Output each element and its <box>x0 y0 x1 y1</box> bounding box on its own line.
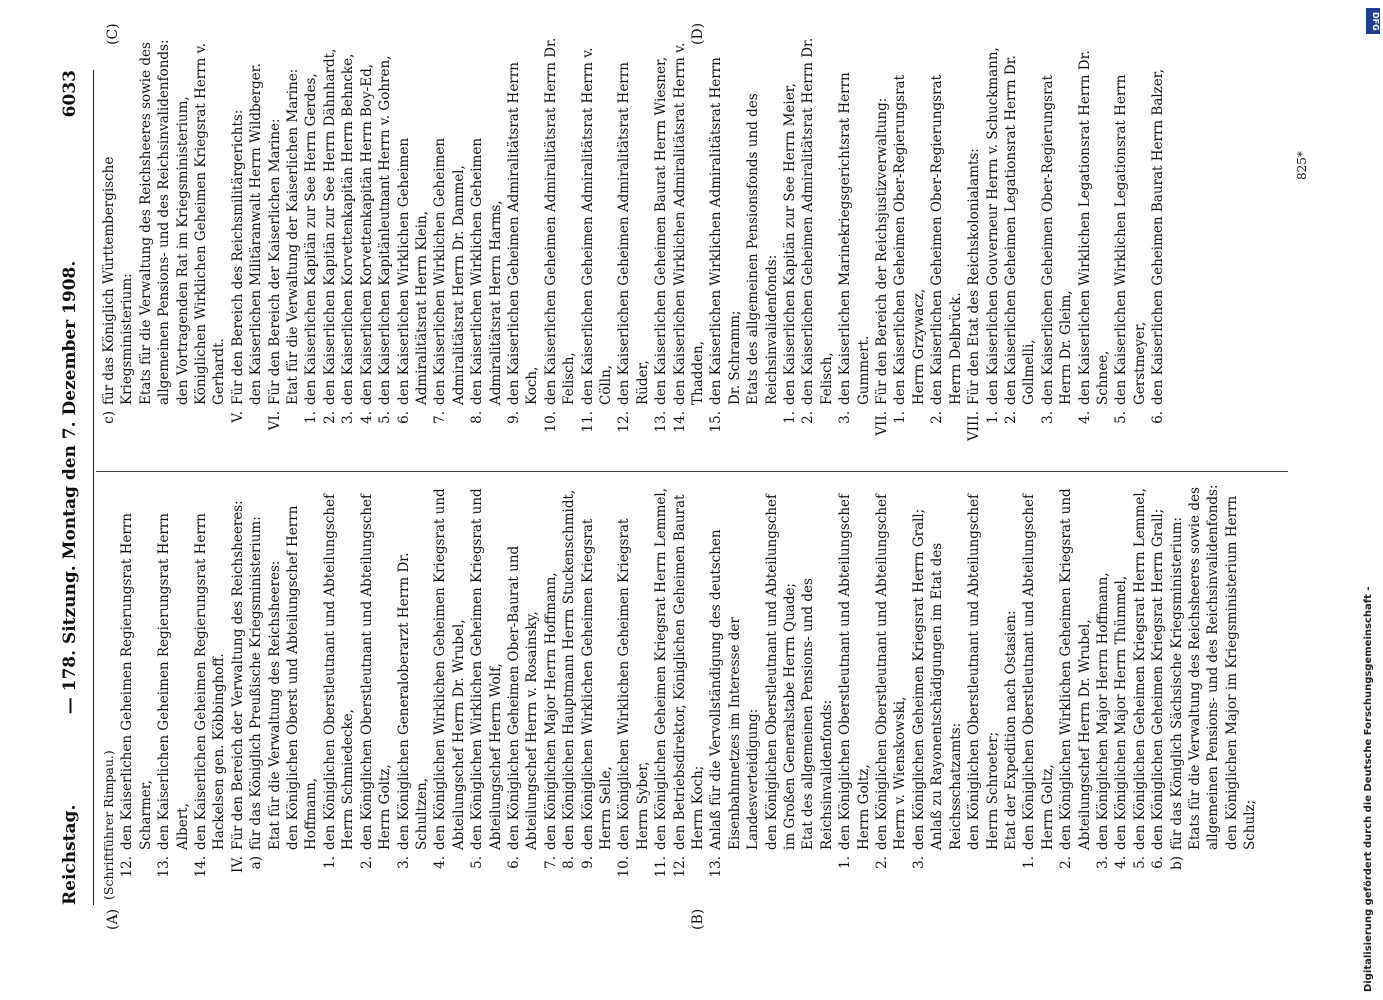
entry-text: den Königlichen Geheimen Kriegsrat Herrn Lemmel, <box>1131 488 1148 850</box>
entry-line <box>799 482 836 900</box>
entry-line <box>873 482 910 900</box>
entry-text: den Königlichen Oberstleutnant und Abteilungschef Herrn Schroeter; <box>966 493 1001 850</box>
entry-text: für das Königlich Württembergische Kriegsministerium: <box>101 156 136 405</box>
entry-text: den Kaiserlichen Korvettenkapitän Herrn Boy-Ed, <box>358 63 375 405</box>
entry-number <box>928 850 965 900</box>
margin-mark-d: (D) <box>690 22 706 45</box>
entry-number: 2. <box>1002 411 1019 424</box>
entry-line <box>358 37 376 455</box>
entry-line <box>1112 482 1130 900</box>
header-left: Reichstag. <box>60 804 80 905</box>
entry-line <box>579 37 616 455</box>
credit-text: Digitalisierung gefördert durch die Deutsche Forschungsgemeinschaft - <box>1363 586 1374 992</box>
entry-number: 12. <box>671 856 688 878</box>
entry-text: für das Königlich Preußische Kriegsministerium: <box>248 516 265 850</box>
entry-line <box>671 37 708 455</box>
entry-text: Für den Bereich der Reichsjustizverwaltung: <box>874 97 891 405</box>
entry-line <box>358 482 395 900</box>
entry-text: den Kaiserlichen Gouverneur Herrn v. Schuckmann, <box>984 47 1001 405</box>
header-center: — 178. Sitzung. Montag den 7. Dezember 1908. <box>60 260 80 715</box>
entry-text: den Königlichen Oberstleutnant und Abteilungschef Herrn v. Wienskowski, <box>874 493 909 850</box>
entry-line <box>339 37 357 455</box>
entry-number <box>1002 850 1020 900</box>
entry-line <box>984 37 1002 455</box>
entry-number: 3. <box>837 411 854 424</box>
entry-text: den Kaiserlichen Geheimen Admiralitätsrat Herrn Dr. Felisch, <box>542 37 578 405</box>
entry-line <box>763 482 800 900</box>
entry-text: Anlaß zu Rayonentschädigungen im Etat des Reichsschatzamts: <box>929 542 964 850</box>
entry-number <box>174 405 229 455</box>
entry-number: 2. <box>1058 856 1075 869</box>
entry-line <box>873 37 891 455</box>
header-rule <box>93 70 94 905</box>
entry-number: 1. <box>1021 856 1038 869</box>
dfg-logo: DFG <box>1366 8 1380 34</box>
entry-line <box>1076 37 1113 455</box>
entry-number: V. <box>229 411 246 423</box>
entry-number: 4. <box>432 856 449 869</box>
entry-text: den Betriebsdirektor, Königlichen Geheimen Baurat Herrn Koch; <box>671 494 706 850</box>
entry-line <box>505 37 542 455</box>
entry-number: 13. <box>708 856 725 878</box>
entry-number <box>965 850 1002 900</box>
entry-number <box>763 850 800 900</box>
entry-line <box>1149 482 1167 900</box>
entry-line <box>1094 482 1112 900</box>
entry-text: den Königlichen Oberstleutnant und Abteilungschef im Großen Generalstabe Herrn Quade; <box>763 493 799 850</box>
entry-number: 1. <box>892 411 909 424</box>
entry-text: den Kaiserlichen Wirklichen Legationsrat Herrn Dr. Schnee, <box>1076 50 1111 405</box>
entry-number: 13. <box>653 411 670 433</box>
entry-line <box>652 37 670 455</box>
entry-number: 6. <box>505 856 522 869</box>
entry-number: 1. <box>303 411 320 424</box>
entry-number: 6. <box>395 411 412 424</box>
entry-line <box>247 37 265 455</box>
entry-line <box>652 482 670 900</box>
entry-line <box>579 482 616 900</box>
entry-number <box>266 850 284 900</box>
entry-number: 14. <box>671 411 688 433</box>
entry-text: Für den Bereich der Kaiserlichen Marine: <box>266 118 283 405</box>
entry-line <box>1039 37 1076 455</box>
entry-text: den Königlichen Wirklichen Geheimen Kriegsrat Herrn Selle, <box>579 518 614 850</box>
entry-text: den Königlichen Generaloberarzt Herrn Dr. Schultzen, <box>395 552 430 850</box>
entry-line <box>137 37 174 455</box>
entry-line <box>192 482 229 900</box>
entry-text: den Königlichen Geheimen Kriegsrat Herrn Grall; <box>1150 508 1167 850</box>
entry-number: 5. <box>1113 411 1130 424</box>
entry-text: den Kaiserlichen Wirklichen Geheimen Admiralitätsrat Herrn Dr. Dammel, <box>432 137 467 405</box>
entry-text: Für den Bereich der Verwaltung des Reichsheeres: <box>229 500 246 850</box>
entry-line <box>1223 482 1260 900</box>
entry-text: den Königlichen Oberstleutnant und Abteilungschef Herrn Goltz, <box>837 493 872 850</box>
entry-text: den Kaiserlichen Kapitän zur See Herrn Gerdes, <box>303 73 320 405</box>
entry-line <box>744 37 781 455</box>
entry-number <box>744 405 781 455</box>
entry-number: 1. <box>321 856 338 869</box>
entry-number: 7. <box>432 411 449 424</box>
entry-number <box>247 405 265 455</box>
entry-text: Etats des allgemeinen Pensionsfonds und des Reichsinvalidenfonds: <box>745 93 780 405</box>
entry-text: den Kaiserlichen Wirklichen Admiralitätsrat Herrn Dr. Schramm; <box>708 57 743 405</box>
entry-line <box>229 482 247 900</box>
entry-text: für das Königlich Sächsische Kriegsministerium: Etats für die Verwaltung des Reichsheeres sowie des allgemeinen Pensions- und des Reichsinvalidenfonds: <box>1168 484 1222 850</box>
entry-line <box>836 482 873 900</box>
entry-number: 10. <box>616 856 633 878</box>
entry-line <box>1168 482 1223 900</box>
entry-text: den Kaiserlichen Wirklichen Geheimen Admiralitätsrat Herrn Klein, <box>395 137 430 405</box>
entry-number: 3. <box>340 411 357 424</box>
entry-text: den Königlichen Hauptmann Herrn Stuckenschmidt, <box>561 489 578 850</box>
entry-text: Etat für die Verwaltung der Kaiserlichen Marine: <box>285 68 302 405</box>
entry-number: 5. <box>377 411 394 424</box>
scribe-note: (Schriftführer Rimpau.) <box>101 750 116 900</box>
entry-line <box>928 482 965 900</box>
entry-line <box>1131 482 1149 900</box>
entry-number: 2. <box>358 856 375 869</box>
entry-number: 10. <box>542 411 559 433</box>
entry-text: den Königlichen Oberstleutnant und Abteilungschef Herrn Goltz, <box>1021 493 1056 850</box>
entry-line <box>376 37 394 455</box>
entry-text: Etats für die Verwaltung des Reichsheeres sowie des allgemeinen Pensions- und des Reichsinvalidenfonds: <box>137 39 173 405</box>
entry-text: den Kaiserlichen Geheimen Baurat Herrn Wiesner, <box>653 56 670 405</box>
entry-text: Anlaß für die Vervollständigung des deutschen Eisenbahnnetzes im Interesse der Landesverteidigung: <box>708 529 762 850</box>
entry-text: den Königlichen Wirklichen Geheimen Kriegsrat und Abteilungschef Herrn Wolf, <box>469 488 504 850</box>
entry-number: b) <box>1168 856 1185 870</box>
entry-text: den Königlichen Major im Kriegsministerium Herrn Schulz; <box>1223 495 1259 850</box>
page-mark: 825* <box>1295 151 1309 180</box>
entry-number: 3. <box>1039 411 1056 424</box>
entry-text: den Kaiserlichen Wirklichen Admiralitätsrat Herrn v. Thadden, <box>671 42 706 405</box>
entry-line <box>671 482 708 900</box>
entry-line <box>1057 482 1094 900</box>
entry-line <box>560 482 578 900</box>
entry-line <box>799 37 836 455</box>
entry-number <box>1223 850 1260 900</box>
entry-number: 11. <box>653 856 670 878</box>
entry-number: 12. <box>119 856 136 878</box>
column-divider <box>96 471 1288 472</box>
entry-line <box>284 482 321 900</box>
entry-number: c) <box>101 411 117 424</box>
entry-number: 5. <box>1131 856 1148 869</box>
entry-line <box>615 482 652 900</box>
entry-line <box>468 482 505 900</box>
entry-text: den Königlichen Oberstleutnant und Abteilungschef Herrn Goltz, <box>358 493 394 850</box>
entry-number: 3. <box>395 856 412 869</box>
entry-number <box>137 405 174 455</box>
entry-number: 14. <box>193 856 210 878</box>
entry-text: den Kaiserlichen Geheimen Admiralitätsrat Herrn Rüder, <box>616 62 651 405</box>
entry-text: Etat des allgemeinen Pensions- und des Reichsinvalidenfonds: <box>800 578 835 850</box>
entry-number <box>284 850 321 900</box>
entry-number: 4. <box>358 411 375 424</box>
entry-number: 4. <box>1113 856 1130 869</box>
entry-number: 7. <box>542 856 559 869</box>
entry-number: 13. <box>156 856 173 878</box>
entry-text: den Kaiserlichen Geheimen Baurat Herrn Balzer, <box>1150 68 1167 405</box>
entry-line <box>505 482 542 900</box>
entry-line <box>395 37 432 455</box>
entry-line <box>1020 482 1057 900</box>
entry-line <box>910 482 928 900</box>
entry-text: den Königlichen Wirklichen Geheimen Kriegsrat und Abteilungschef Herrn Dr. Wrubel, <box>432 488 467 850</box>
entry-line <box>266 482 284 900</box>
margin-mark-b: (B) <box>690 908 706 930</box>
entry-text: den Königlichen Major Herrn Thümmel, <box>1113 575 1130 850</box>
entry-text: den Kaiserlichen Kapitänleutnant Herrn v. Gohren, <box>377 55 394 405</box>
entry-line <box>118 482 155 900</box>
entry-text: den Königlichen Wirklichen Geheimen Kriegsrat und Abteilungschef Herrn Dr. Wrubel, <box>1058 488 1093 850</box>
entry-line <box>542 37 579 455</box>
entry-text: den Kaiserlichen Militäranwalt Herrn Wildberger. <box>248 63 265 405</box>
entry-text: den Kaiserlichen Kapitän zur See Herrn Meier, <box>782 83 799 405</box>
entry-text: den Königlichen Oberstleutnant und Abteilungschef Herrn Schmiedecke, <box>321 493 357 850</box>
entry-line <box>100 37 137 455</box>
entry-number: 3. <box>910 856 927 869</box>
margin-mark-a: (A) <box>105 908 121 930</box>
entry-text: den Kaiserlichen Korvettenkapitän Herrn Behncke, <box>340 53 357 405</box>
entry-text: den Kaiserlichen Geheimen Ober-Regierungsrat Herrn Grzywacz, <box>892 74 927 405</box>
entry-number: 1. <box>984 411 1001 424</box>
entry-line <box>174 37 229 455</box>
entry-text: den Kaiserlichen Marinekriegsgerichtsrat Herrn Gummert. <box>837 72 872 405</box>
entry-text: den Königlichen Major Herrn Hoffmann, <box>1094 572 1111 850</box>
entry-number: 1. <box>782 411 799 424</box>
entry-line <box>891 37 928 455</box>
entry-text: den Kaiserlichen Geheimen Legationsrat Herrn Dr. Gollmelli, <box>1002 55 1038 405</box>
entry-number: VIII. <box>966 411 983 442</box>
page-number: 6033 <box>60 70 80 118</box>
entry-number: 8. <box>561 856 578 869</box>
entry-text: Etat für die Verwaltung des Reichsheeres: <box>266 560 283 850</box>
entry-text: den Kaiserlichen Geheimen Regierungsrat Herrn Hackelsen gen. Köbbinghoff. <box>193 513 228 850</box>
entry-number: 2. <box>929 411 946 424</box>
entry-number: 3. <box>1094 856 1111 869</box>
entry-text: Etat der Expedition nach Ostasien: <box>1002 610 1019 850</box>
entry-text: den Vortragenden Rat im Kriegsministerium, Königlichen Wirklichen Geheimen Kriegsrat Herrn v. Gerhardt. <box>174 43 228 405</box>
entry-text: den Königlichen Major Herrn Hoffmann, <box>542 572 559 850</box>
entry-line <box>247 482 265 900</box>
entry-line <box>965 37 983 455</box>
entry-number: a) <box>248 856 265 870</box>
entry-text: den Königlichen Geheimen Kriegsrat Herrn Lemmel, <box>653 488 670 850</box>
entry-text: den Kaiserlichen Geheimen Regierungsrat Herrn Albert, <box>156 513 191 850</box>
entry-line <box>395 482 432 900</box>
entry-line <box>615 37 652 455</box>
entry-line <box>1112 37 1149 455</box>
entry-line <box>928 37 965 455</box>
entry-text: den Kaiserlichen Kapitän zur See Herrn Dähnhardt, <box>321 48 338 405</box>
entry-text: den Kaiserlichen Geheimen Regierungsrat Herrn Scharmer, <box>119 513 154 850</box>
entry-number: 6. <box>1150 856 1167 869</box>
entry-text: den Kaiserlichen Geheimen Ober-Regierungsrat Herrn Dr. Gleim, <box>1039 74 1075 405</box>
entry-line <box>155 482 192 900</box>
entry-number <box>284 405 302 455</box>
entry-line <box>321 482 358 900</box>
entry-number: 15. <box>708 411 725 433</box>
margin-mark-c: (C) <box>105 23 121 45</box>
entry-number: 6. <box>1150 411 1167 424</box>
entry-line <box>229 37 247 455</box>
entry-text: den Kaiserlichen Geheimen Admiralitätsrat Herrn Koch, <box>505 62 541 405</box>
entry-number: 9. <box>505 411 522 424</box>
entry-line <box>965 482 1002 900</box>
credit-strip <box>1343 12 1383 992</box>
entry-line <box>1002 37 1039 455</box>
entry-number: 2. <box>874 856 891 869</box>
entry-line <box>707 37 744 455</box>
entry-number: IV. <box>229 856 246 874</box>
entry-text: den Königlichen Geheimen Ober-Baurat und Abteilungschef Herrn v. Rosainsky, <box>505 545 541 850</box>
entry-text: Für den Etat des Reichskolonialamts: <box>966 148 983 405</box>
entry-text: den Königlichen Wirklichen Geheimen Kriegsrat Herrn Syber, <box>616 518 651 850</box>
entry-line <box>707 482 762 900</box>
entry-text: den Kaiserlichen Geheimen Ober-Regierungsrat Herrn Delbrück. <box>929 74 964 405</box>
entry-number: VI. <box>266 411 283 431</box>
entry-line <box>302 37 320 455</box>
right-column <box>100 37 1168 455</box>
entry-number: 11. <box>579 411 596 433</box>
entry-number: 2. <box>800 411 817 424</box>
entry-text: den Kaiserlichen Geheimen Admiralitätsrat Herrn Dr. Felisch, <box>800 37 835 405</box>
entry-text: den Kaiserlichen Wirklichen Geheimen Admiralitätsrat Herrn Harms, <box>469 137 504 405</box>
entry-number: 1. <box>837 856 854 869</box>
entry-text: Für den Bereich des Reichsmilitärgerichts: <box>229 109 246 405</box>
entry-line <box>781 37 799 455</box>
entry-line <box>284 37 302 455</box>
entry-number: 2. <box>321 411 338 424</box>
page-header <box>60 70 90 905</box>
entry-number: 9. <box>579 856 596 869</box>
entry-text: den Königlichen Oberst und Abteilungschef Herrn Hoffmann, <box>285 505 320 850</box>
entry-number: 8. <box>469 411 486 424</box>
entry-line <box>321 37 339 455</box>
entry-text: den Kaiserlichen Geheimen Admiralitätsrat Herrn v. Cölln, <box>579 47 614 405</box>
entry-number: 4. <box>1076 411 1093 424</box>
entry-text: den Kaiserlichen Wirklichen Legationsrat Herrn Gerstmeyer, <box>1113 74 1148 405</box>
entry-number: VII. <box>874 411 891 436</box>
entry-text: den Königlichen Geheimen Kriegsrat Herrn Grall; <box>910 508 927 850</box>
entry-line <box>1002 482 1020 900</box>
left-column <box>100 482 1260 900</box>
entry-number: 12. <box>616 411 633 433</box>
entry-line <box>431 482 468 900</box>
entry-line <box>542 482 560 900</box>
entry-number: 5. <box>469 856 486 869</box>
entry-line <box>431 37 468 455</box>
entry-line <box>468 37 505 455</box>
entry-line <box>836 37 873 455</box>
entry-line <box>1149 37 1167 455</box>
entry-number <box>799 850 836 900</box>
entry-line <box>266 37 284 455</box>
